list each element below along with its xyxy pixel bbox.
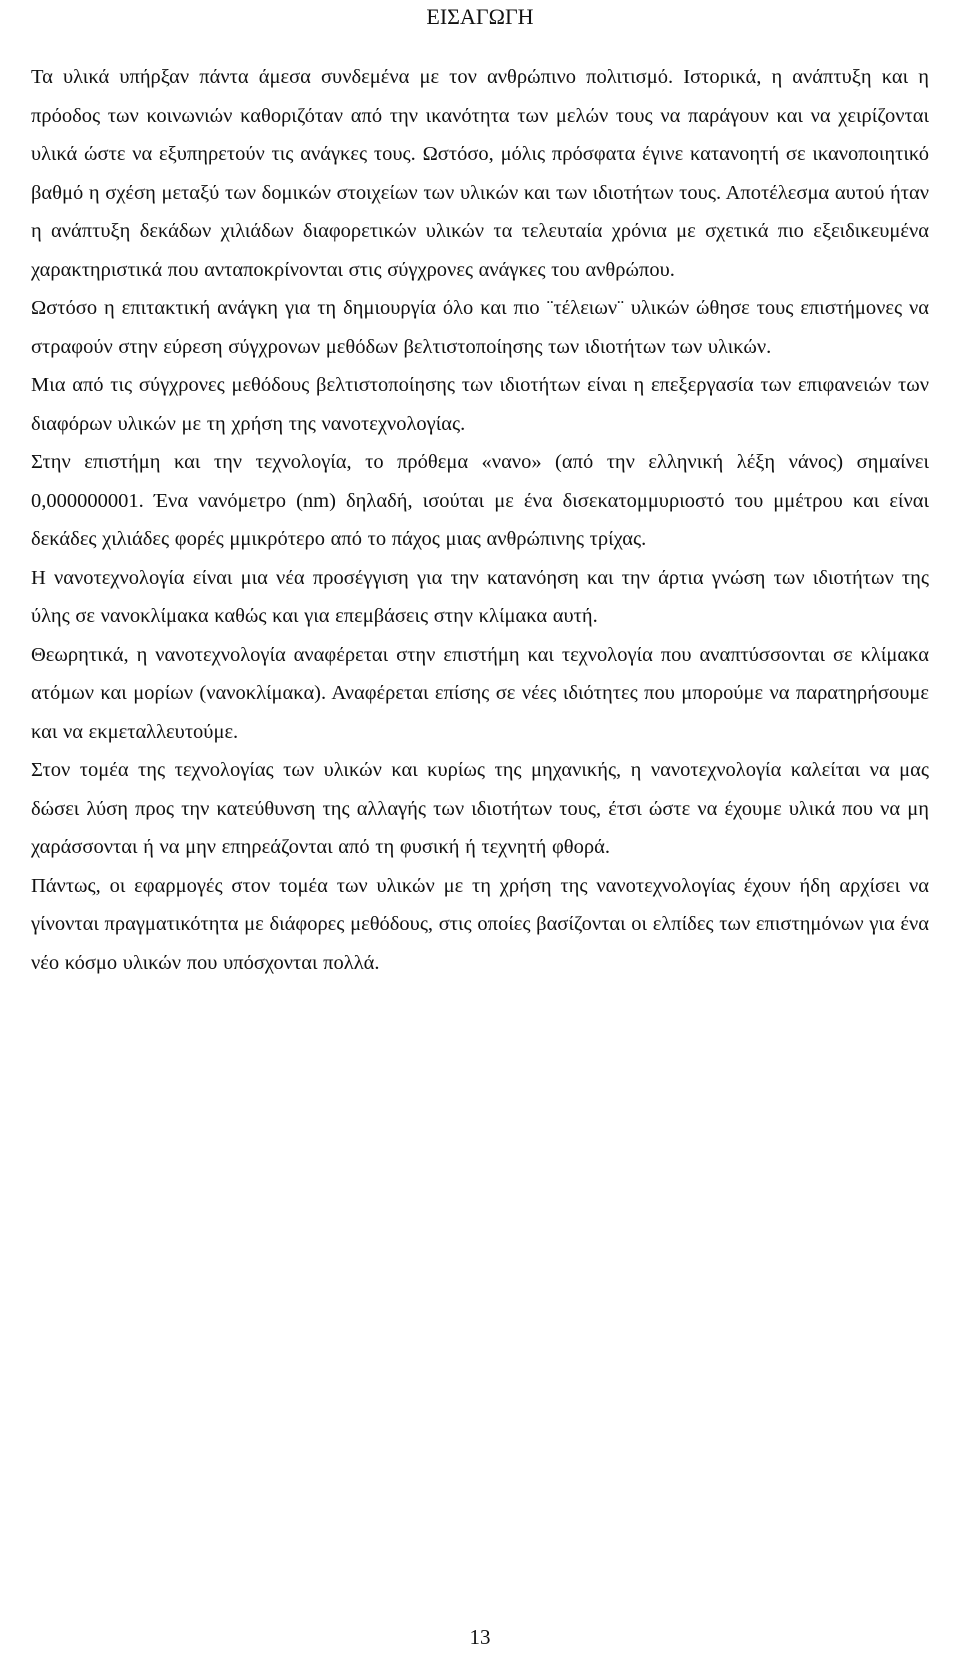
paragraph: Μια από τις σύγχρονες μεθόδους βελτιστοποίησης των ιδιοτήτων είναι η επεξεργασία των επιφανειών των διαφόρων υλικών με τη χρήση της νανοτεχνολογίας. [31,374,929,435]
page-title: ΕΙΣΑΓΩΓΗ [426,4,534,29]
paragraph: Η νανοτεχνολογία είναι μια νέα προσέγγιση για την κατανόηση και την άρτια γνώση των ιδιοτήτων της ύλης σε νανοκλίμακα καθώς και για επεμβάσεις στην κλίμακα αυτή. [31,566,929,627]
paragraph: Θεωρητικά, η νανοτεχνολογία αναφέρεται στην επιστήμη και τεχνολογία που αναπτύσσονται σε κλίμακα ατόμων και μορίων (νανοκλίμακα). Αναφέρεται επίσης σε νέες ιδιότητες που μπορούμε να παρατηρήσουμε και να εκμεταλλευτούμε. [31,643,929,743]
paragraph: Στην επιστήμη και την τεχνολογία, το πρόθεμα «νανο» (από την ελληνική λέξη νάνος) σημαίνει 0,000000001. Ένα νανόμετρο (nm) δηλαδή, ισούται με ένα δισεκατομμυριοστό του μμέτρου και είναι δεκάδες χιλιάδες φορές μμικρότερο από το πάχος μιας ανθρώπινης τρίχας. [31,451,929,550]
paragraph: Πάντως, οι εφαρμογές στον τομέα των υλικών με τη χρήση της νανοτεχνολογίας έχουν ήδη αρχίσει να γίνονται πραγματικότητα με διάφορες μεθόδους, στις οποίες βασίζονται οι ελπίδες των επιστημόνων για ένα νέο κόσμο υλικών που υπόσχονται πολλά. [31,874,929,974]
paragraph: Ωστόσο η επιτακτική ανάγκη για τη δημιουργία όλο και πιο ¨τέλειων¨ υλικών ώθησε τους επιστήμονες να στραφούν στην εύρεση σύγχρονων μεθόδων βελτιστοποίησης των ιδιοτήτων των υλικών. [31,297,929,358]
paragraph: Τα υλικά υπήρξαν πάντα άμεσα συνδεμένα με τον ανθρώπινο πολιτισμό. Ιστορικά, η ανάπτυξη και η πρόοδος των κοινωνιών καθοριζόταν από την ικανότητα των μελών τους να παράγουν και να χειρίζονται υλικά ώστε να εξυπηρετούν τις ανάγκες τους. Ωστόσο, μόλις πρόσφατα έγινε κατανοητή σε ικανοποιητικό βαθμό η σχέση μεταξύ των δομικών στοιχείων των υλικών και των ιδιοτήτων τους. Αποτέλεσμα αυτού ήταν η ανάπτυξη δεκάδων χιλιάδων διαφορετικών υλικών τα τελευταία χρόνια με σχετικά πιο εξειδικευμένα χαρακτηριστικά που ανταποκρίνονται στις σύγχρονες ανάγκες του ανθρώπου. [31,66,929,281]
page-number: 13 [469,1625,491,1649]
document-body [31,58,929,982]
paragraph: Στον τομέα της τεχνολογίας των υλικών και κυρίως της μηχανικής, η νανοτεχνολογία καλείται να μας δώσει λύση προς την κατεύθυνση της αλλαγής των ιδιοτήτων τους, έτσι ώστε να έχουμε υλικά που να μη χαράσσονται ή να μην επηρεάζονται από τη φυσική ή τεχνητή φθορά. [31,759,929,858]
